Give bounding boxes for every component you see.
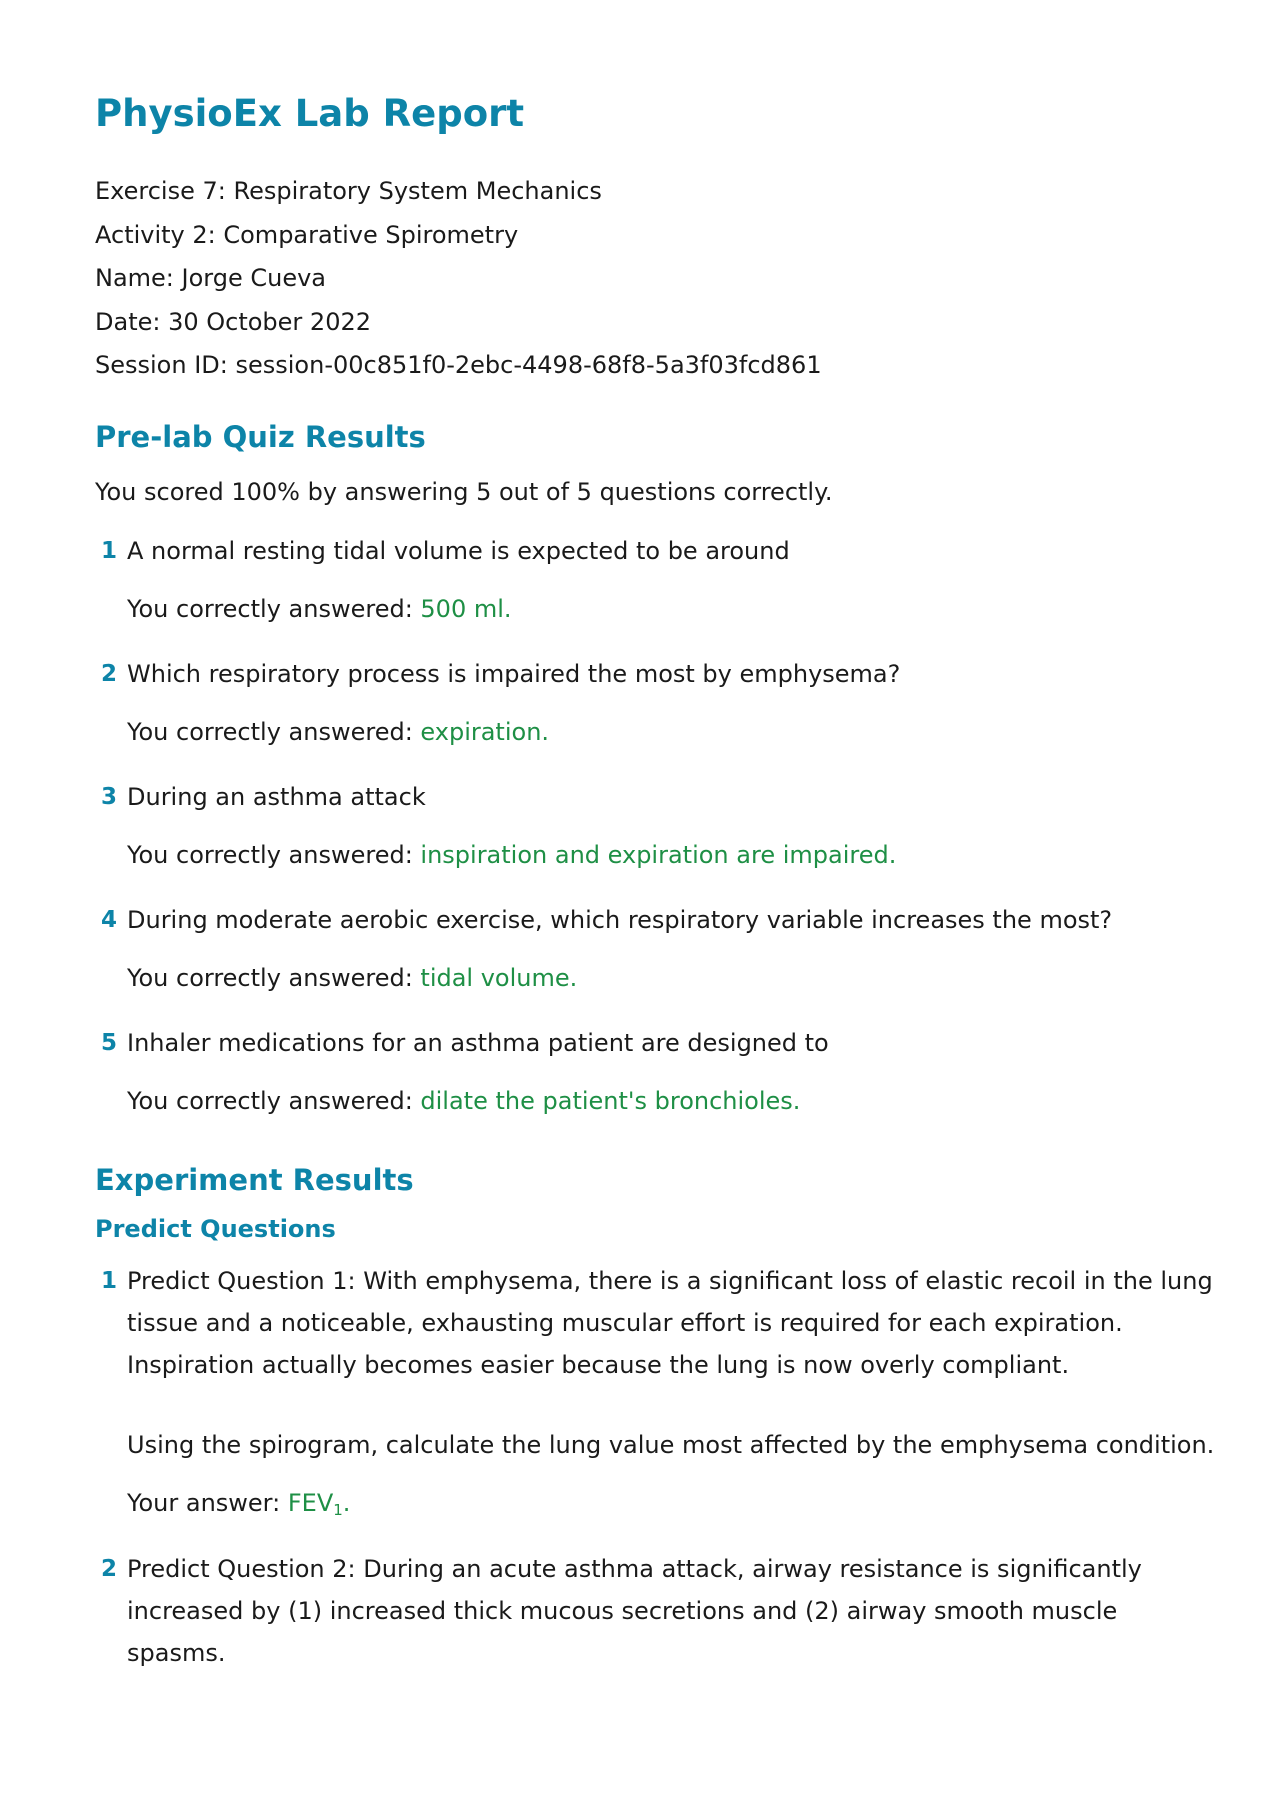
answer-value: inspiration and expiration are impaired. xyxy=(420,841,897,869)
question-answer xyxy=(127,1482,1205,1531)
prelab-question xyxy=(95,776,1205,876)
answer-label: You correctly answered: xyxy=(127,595,421,623)
question-number: 4 xyxy=(101,907,118,933)
report-title: PhysioEx Lab Report xyxy=(95,92,525,135)
question-answer xyxy=(127,711,1205,753)
answer-value: dilate the patient's bronchioles. xyxy=(420,1087,801,1115)
question-text: During an asthma attack xyxy=(127,783,426,811)
session-id: Session ID: session-00c851f0-2ebc-4498-68f8-5a3f03fcd861 xyxy=(95,351,822,379)
prelab-question xyxy=(95,1022,1205,1122)
question-text-line: Predict Question 2: During an acute asthma attack, airway resistance is significantly xyxy=(127,1555,1142,1583)
predict-question xyxy=(95,1548,1205,1674)
prelab-question xyxy=(95,653,1205,753)
answer-label: You correctly answered: xyxy=(127,1087,421,1115)
question-text: Which respiratory process is impaired the most by emphysema? xyxy=(127,660,901,688)
question-answer xyxy=(127,834,1205,876)
answer-subscript: 1 xyxy=(333,1501,343,1519)
answer-main: FEV xyxy=(287,1489,334,1517)
question-text: During moderate aerobic exercise, which respiratory variable increases the most? xyxy=(127,906,1113,934)
question-number: 1 xyxy=(101,1268,118,1294)
question-text-line: tissue and a noticeable, exhausting muscular effort is required for each expiration. xyxy=(127,1309,1123,1337)
answer-value xyxy=(288,1489,351,1517)
question-text-line: increased by (1) increased thick mucous secretions and (2) airway smooth muscle xyxy=(127,1597,1118,1625)
answer-label: Your answer: xyxy=(127,1489,288,1517)
question-text-line: Using the spirogram, calculate the lung value most affected by the emphysema condition. xyxy=(127,1431,1215,1459)
experiment-section-title: Experiment Results xyxy=(95,1163,414,1197)
question-answer xyxy=(127,1080,1205,1122)
prelab-question xyxy=(95,899,1205,999)
question-number: 5 xyxy=(101,1030,118,1056)
predict-question xyxy=(95,1260,1215,1531)
question-text: A normal resting tidal volume is expected to be around xyxy=(127,537,790,565)
question-text-line: Predict Question 1: With emphysema, there is a significant loss of elastic recoil in the lung xyxy=(127,1267,1213,1295)
answer-end: . xyxy=(342,1489,351,1517)
answer-value: tidal volume. xyxy=(420,964,578,992)
question-text: Inhaler medications for an asthma patient are designed to xyxy=(127,1029,829,1057)
predict-questions-subtitle: Predict Questions xyxy=(95,1215,336,1243)
question-number: 3 xyxy=(101,784,118,810)
prelab-question xyxy=(95,530,1205,630)
question-answer xyxy=(127,957,1205,999)
answer-label: You correctly answered: xyxy=(127,841,421,869)
answer-value: 500 ml. xyxy=(420,595,512,623)
paragraph-gap xyxy=(95,1386,1205,1424)
prelab-score-summary: You scored 100% by answering 5 out of 5 questions correctly. xyxy=(95,478,833,506)
report-meta xyxy=(95,170,822,388)
question-text-line: Inspiration actually becomes easier because the lung is now overly compliant. xyxy=(127,1351,1070,1379)
prelab-section-title: Pre-lab Quiz Results xyxy=(95,420,426,454)
answer-value: expiration. xyxy=(420,718,550,746)
question-number: 2 xyxy=(101,1556,118,1582)
question-number: 1 xyxy=(101,538,118,564)
exercise-line: Exercise 7: Respiratory System Mechanics xyxy=(95,177,602,205)
activity-line: Activity 2: Comparative Spirometry xyxy=(95,220,519,249)
question-number: 2 xyxy=(101,661,118,687)
answer-label: You correctly answered: xyxy=(127,718,421,746)
answer-label: You correctly answered: xyxy=(127,964,421,992)
question-answer xyxy=(127,588,1205,630)
student-name: Name: Jorge Cueva xyxy=(95,264,326,292)
question-text-line: spasms. xyxy=(127,1639,226,1667)
report-date: Date: 30 October 2022 xyxy=(95,307,371,336)
